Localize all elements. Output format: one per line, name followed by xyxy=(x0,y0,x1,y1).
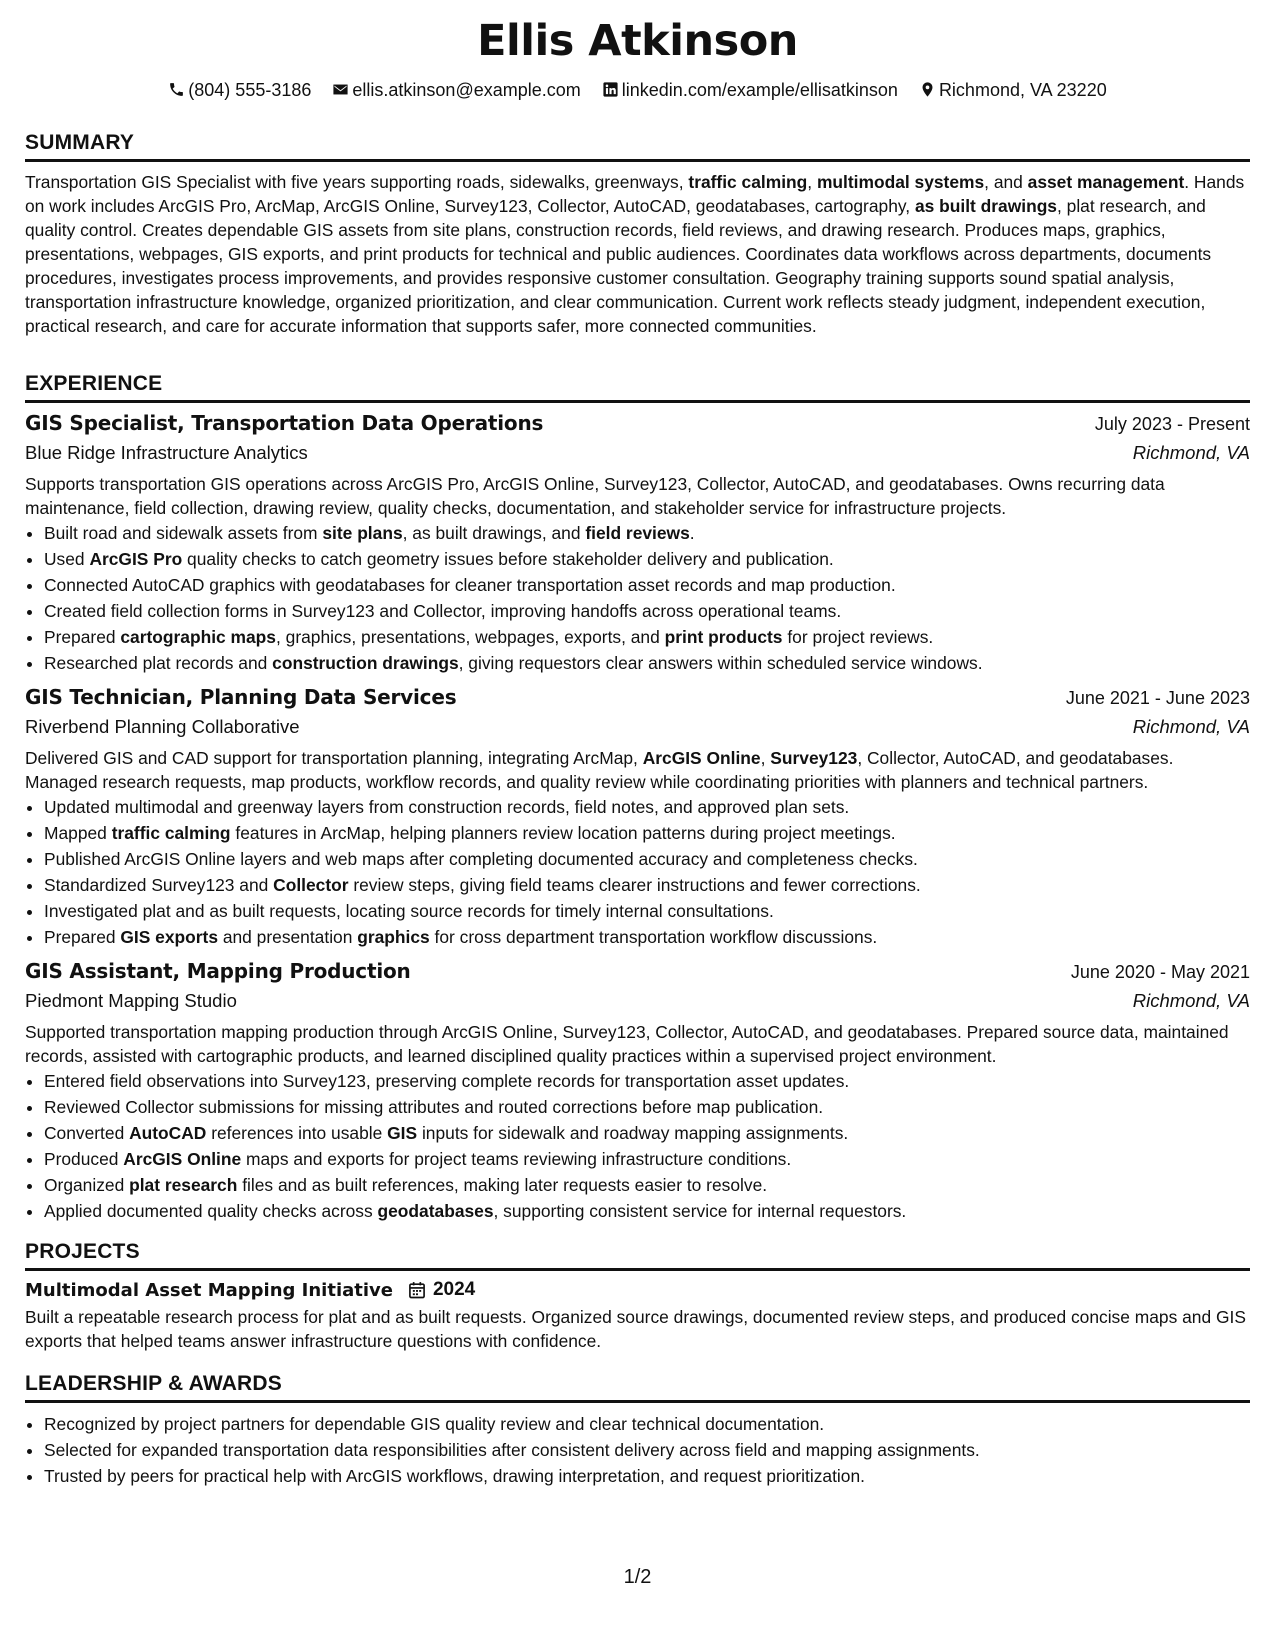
list-item: • Reviewed Collector submissions for missing attributes and routed corrections before map publication. xyxy=(44,1094,1250,1120)
job-company: Blue Ridge Infrastructure Analytics xyxy=(25,442,308,463)
job-company: Riverbend Planning Collaborative xyxy=(25,716,300,737)
location-text: Richmond, VA 23220 xyxy=(938,79,1107,100)
envelope-icon xyxy=(332,81,349,98)
job-bullets xyxy=(25,794,1250,950)
emphasis-text: graphics xyxy=(357,927,430,947)
job-location: Richmond, VA xyxy=(1132,716,1250,737)
job-bullets xyxy=(25,520,1250,676)
list-item: • Converted AutoCAD references into usable GIS inputs for sidewalk and roadway mapping assignments. xyxy=(44,1120,1250,1146)
project-year: 2024 xyxy=(432,1279,476,1300)
list-item: • Entered field observations into Survey123, preserving complete records for transportation asset updates. xyxy=(44,1068,1250,1094)
list-item: • Investigated plat and as built requests, locating source records for timely internal consultations. xyxy=(44,898,1250,924)
list-item: • Applied documented quality checks across geodatabases, supporting consistent service for internal requestors. xyxy=(44,1198,1250,1224)
emphasis-text: traffic calming xyxy=(111,823,231,843)
job-description: Delivered GIS and CAD support for transportation planning, integrating ArcMap, ArcGIS Online, Survey123, Collector, AutoCAD, and geodatabases. Managed research requests, map products, workflow records, and quality review while coordinating priorities with planners and technical partners. xyxy=(25,748,1174,792)
emphasis-text: plat research xyxy=(129,1175,238,1195)
leadership-bullets xyxy=(25,1411,1250,1489)
emphasis-text: construction drawings xyxy=(272,653,459,673)
map-pin-icon xyxy=(919,81,936,98)
job-dates: July 2023 - Present xyxy=(1094,414,1250,434)
list-item: • Prepared GIS exports and presentation graphics for cross department transportation workflow discussions. xyxy=(44,924,1250,950)
job-title: GIS Specialist, Transportation Data Operations xyxy=(25,411,544,435)
emphasis-text: multimodal systems xyxy=(816,172,985,192)
summary-text: Transportation GIS Specialist with five years supporting roads, sidewalks, greenways, traffic calming, multimodal systems, and asset management. Hands on work includes ArcGIS Pro, ArcMap, ArcGIS Online, Survey123, Collector, AutoCAD, geodatabases, cartography, as built drawings, plat research, and quality control. Creates dependable GIS assets from site plans, construction records, field reviews, and drawing research. Produces maps, graphics, presentations, webpages, GIS exports, and print products for technical and public audiences. Coordinates data workflows across departments, documents procedures, investigates process improvements, and provides responsive customer consultation. Geography training supports sound spatial analysis, transportation infrastructure knowledge, organized prioritization, and clear communication. Current work reflects steady judgment, independent execution, practical research, and care for accurate information that supports safer, more connected communities. xyxy=(25,172,1245,336)
job-dates: June 2021 - June 2023 xyxy=(1065,688,1250,708)
emphasis-text: site plans xyxy=(322,523,403,543)
job-title: GIS Technician, Planning Data Services xyxy=(25,685,457,709)
contact-location xyxy=(919,80,1107,101)
list-item: • Used ArcGIS Pro quality checks to catch geometry issues before stakeholder delivery and publication. xyxy=(44,546,1250,572)
linkedin-text: linkedin.com/example/ellisatkinson xyxy=(621,79,898,100)
project-name: Multimodal Asset Mapping Initiative xyxy=(25,1279,393,1301)
emphasis-text: geodatabases xyxy=(377,1201,494,1221)
linkedin-icon xyxy=(602,81,619,98)
emphasis-text: GIS xyxy=(387,1123,418,1143)
project-header xyxy=(25,1279,1250,1301)
contact-linkedin[interactable] xyxy=(602,80,898,101)
list-item: • Updated multimodal and greenway layers from construction records, field notes, and approved plan sets. xyxy=(44,794,1250,820)
list-item: • Recognized by project partners for dependable GIS quality review and clear technical documentation. xyxy=(44,1411,1250,1437)
emphasis-text: Survey123 xyxy=(770,748,858,768)
job-location: Richmond, VA xyxy=(1132,442,1250,463)
list-item: • Trusted by peers for practical help with ArcGIS workflows, drawing interpretation, and request prioritization. xyxy=(44,1463,1250,1489)
emphasis-text: traffic calming xyxy=(688,172,808,192)
contact-phone xyxy=(168,80,311,101)
summary-heading: SUMMARY xyxy=(25,131,1250,162)
leadership-heading: LEADERSHIP & AWARDS xyxy=(25,1372,1250,1403)
projects-heading: PROJECTS xyxy=(25,1240,1250,1271)
job-title: GIS Assistant, Mapping Production xyxy=(25,959,411,983)
job-description: Supports transportation GIS operations across ArcGIS Pro, ArcGIS Online, Survey123, Collector, AutoCAD, and geodatabases. Owns recurring data maintenance, field collection, drawing review, quality checks, documentation, and stakeholder service for infrastructure projects. xyxy=(25,474,1165,518)
emphasis-text: GIS exports xyxy=(120,927,218,947)
candidate-name: Ellis Atkinson xyxy=(477,16,798,66)
emphasis-text: Collector xyxy=(273,875,349,895)
list-item: • Researched plat records and construction drawings, giving requestors clear answers within scheduled service windows. xyxy=(44,650,1250,676)
contact-email[interactable] xyxy=(332,80,580,101)
job-dates: June 2020 - May 2021 xyxy=(1070,962,1250,982)
list-item: • Mapped traffic calming features in ArcMap, helping planners review location patterns during project meetings. xyxy=(44,820,1250,846)
emphasis-text: ArcGIS Online xyxy=(642,748,761,768)
job-description: Supported transportation mapping production through ArcGIS Online, Survey123, Collector, AutoCAD, and geodatabases. Prepared source data, maintained records, assisted with cartographic products, and learned disciplined quality practices within a supervised project environment. xyxy=(25,1022,1229,1066)
list-item: • Built road and sidewalk assets from site plans, as built drawings, and field reviews. xyxy=(44,520,1250,546)
phone-icon xyxy=(168,81,185,98)
emphasis-text: AutoCAD xyxy=(129,1123,207,1143)
emphasis-text: ArcGIS Online xyxy=(123,1149,242,1169)
list-item: • Created field collection forms in Survey123 and Collector, improving handoffs across operational teams. xyxy=(44,598,1250,624)
emphasis-text: asset management xyxy=(1027,172,1185,192)
job-company: Piedmont Mapping Studio xyxy=(25,990,237,1011)
list-item: • Produced ArcGIS Online maps and exports for project teams reviewing infrastructure conditions. xyxy=(44,1146,1250,1172)
job-entry xyxy=(25,411,1250,676)
phone-text: (804) 555-3186 xyxy=(188,79,312,100)
list-item: • Standardized Survey123 and Collector review steps, giving field teams clearer instructions and fewer corrections. xyxy=(44,872,1250,898)
emphasis-text: field reviews xyxy=(585,523,690,543)
experience-section xyxy=(25,372,1250,1224)
job-entry xyxy=(25,685,1250,950)
email-text: ellis.atkinson@example.com xyxy=(352,79,581,100)
page-number: 1/2 xyxy=(623,1566,652,1588)
list-item: • Prepared cartographic maps, graphics, presentations, webpages, exports, and print products for project reviews. xyxy=(44,624,1250,650)
project-description: Built a repeatable research process for plat and as built requests. Organized source drawings, documented review steps, and produced concise maps and GIS exports that helped teams answer infrastructure questions with confidence. xyxy=(25,1307,1246,1351)
emphasis-text: cartographic maps xyxy=(120,627,276,647)
list-item: • Selected for expanded transportation data responsibilities after consistent delivery across field and mapping assignments. xyxy=(44,1437,1250,1463)
emphasis-text: print products xyxy=(664,627,783,647)
job-entry xyxy=(25,959,1250,1224)
list-item: • Organized plat research files and as built references, making later requests easier to resolve. xyxy=(44,1172,1250,1198)
job-bullets xyxy=(25,1068,1250,1224)
list-item: • Published ArcGIS Online layers and web maps after completing documented accuracy and completeness checks. xyxy=(44,846,1250,872)
emphasis-text: ArcGIS Pro xyxy=(89,549,183,569)
leadership-section xyxy=(25,1372,1250,1489)
job-location: Richmond, VA xyxy=(1132,990,1250,1011)
experience-heading: EXPERIENCE xyxy=(25,372,1250,403)
calendar-icon xyxy=(407,1280,427,1300)
projects-section xyxy=(25,1240,1250,1353)
list-item: • Connected AutoCAD graphics with geodatabases for cleaner transportation asset records and map production. xyxy=(44,572,1250,598)
contact-bar xyxy=(25,79,1250,101)
summary-section xyxy=(25,131,1250,338)
emphasis-text: as built drawings xyxy=(914,196,1057,216)
